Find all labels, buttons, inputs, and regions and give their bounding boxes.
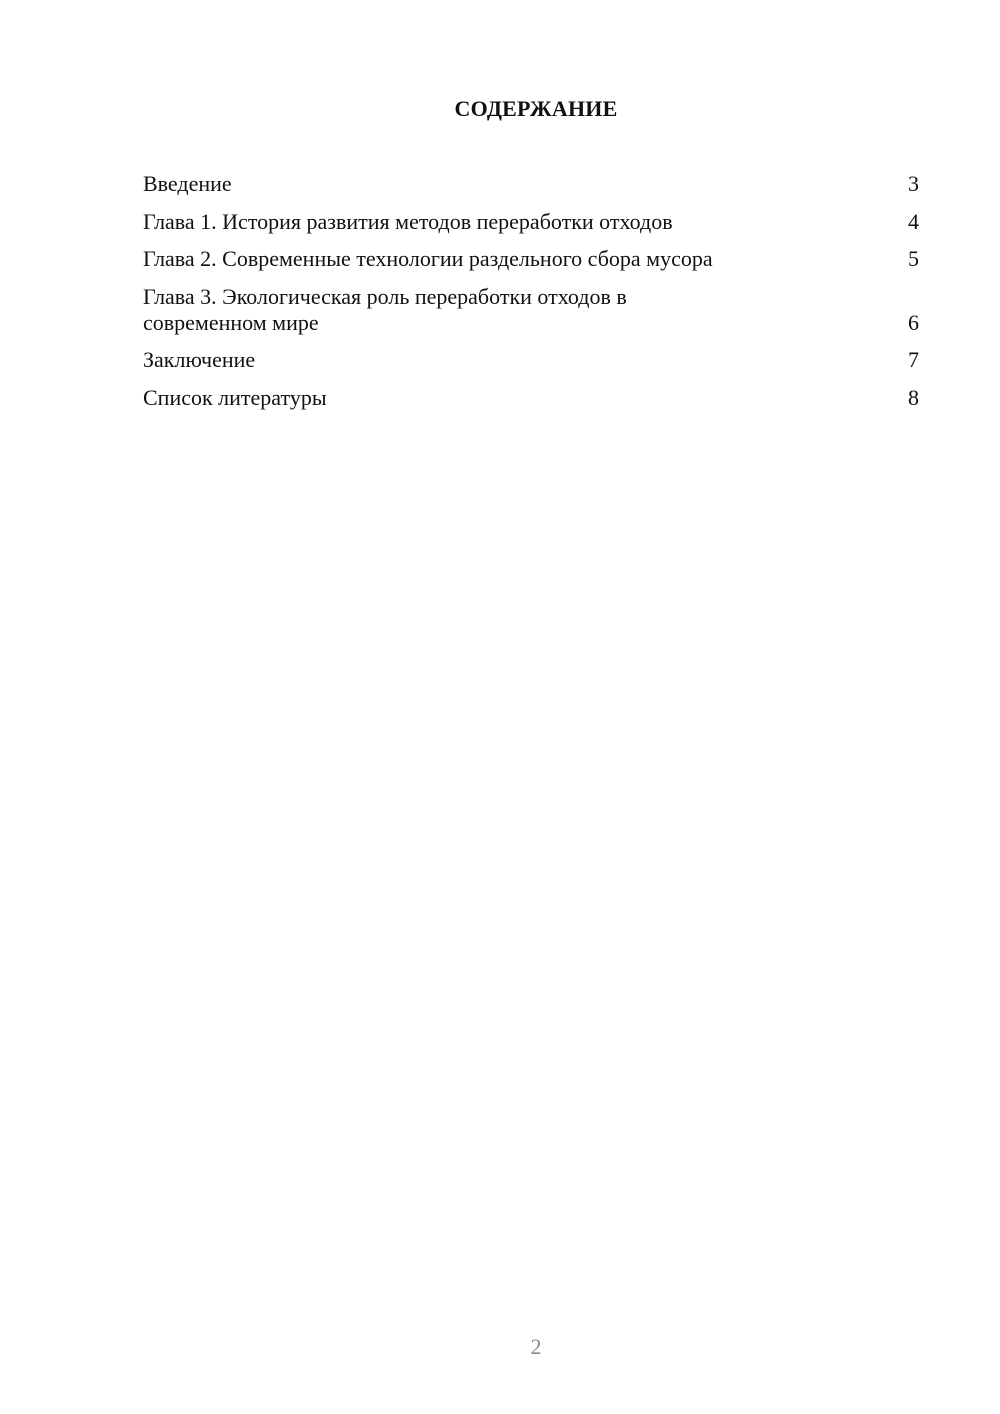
toc-entry-title: Заключение [143, 347, 256, 372]
toc-entry-title: Глава 2. Современные технологии раздельного сбора мусора [143, 246, 713, 271]
toc-entry [143, 246, 919, 272]
table-of-contents [143, 171, 919, 422]
toc-entry-page: 4 [908, 208, 919, 234]
toc-entry [143, 284, 919, 336]
toc-entry-title: Введение [143, 171, 232, 196]
toc-entry [143, 209, 919, 235]
page-number: 2 [530, 1334, 542, 1359]
toc-entry-page: 6 [908, 309, 919, 335]
toc-entry-title: Глава 1. История развития методов переработки отходов [143, 208, 673, 234]
toc-entry-page: 5 [908, 246, 919, 271]
toc-entry-page: 8 [908, 384, 919, 410]
page-title: СОДЕРЖАНИЕ [454, 96, 618, 121]
toc-entry-title: Глава 3. Экологическая роль переработки отходов в современном мире [143, 283, 627, 335]
toc-entry-title: Список литературы [143, 384, 327, 410]
toc-entry [143, 347, 919, 373]
toc-entry [143, 385, 919, 411]
toc-entry [143, 171, 919, 197]
toc-entry-page: 7 [908, 347, 919, 372]
toc-entry-page: 3 [908, 171, 919, 196]
